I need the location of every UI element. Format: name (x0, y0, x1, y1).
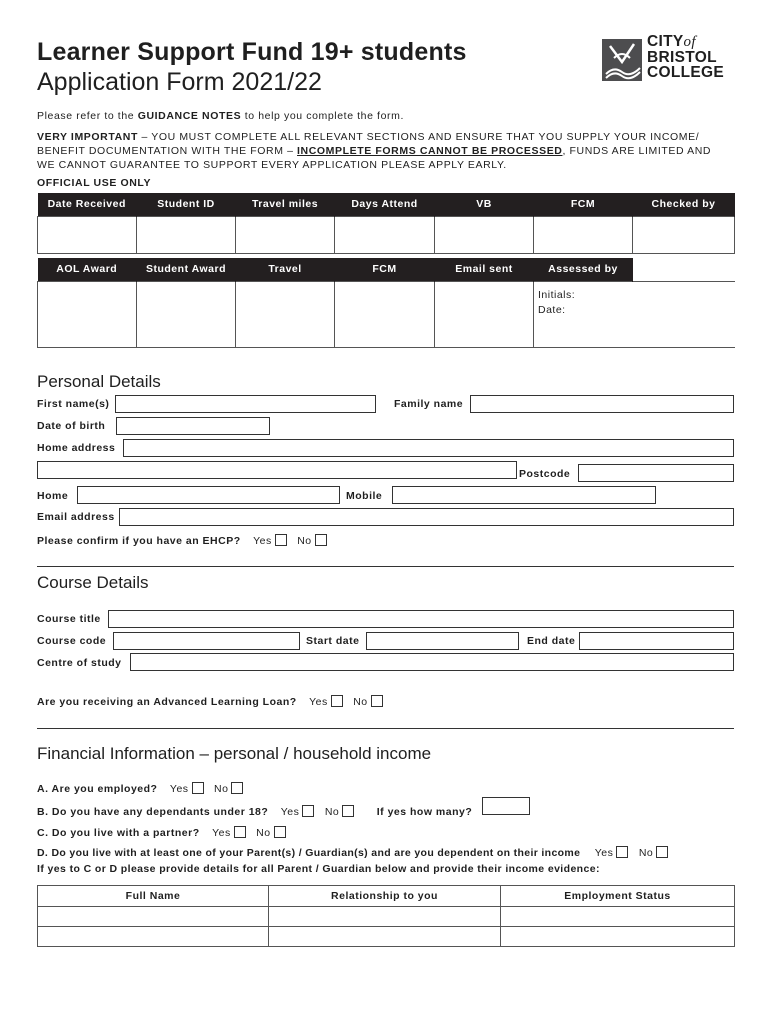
logo-text-of: of (683, 34, 696, 50)
postcode-label: Postcode (519, 468, 571, 480)
header-days-attend: Days Attend (335, 193, 435, 216)
home-address-field-1[interactable] (123, 439, 734, 457)
cell-full-name[interactable] (38, 927, 269, 947)
header-date-received: Date Received (38, 193, 137, 216)
header-travel: Travel (236, 258, 335, 281)
cell-fcm[interactable] (534, 216, 633, 253)
cell-full-name[interactable] (38, 907, 269, 927)
postcode-field[interactable] (578, 464, 734, 482)
dob-label: Date of birth (37, 420, 106, 432)
aloan-no-checkbox[interactable] (371, 695, 383, 707)
divider (37, 566, 734, 567)
centre-label: Centre of study (37, 657, 122, 669)
cell-relationship[interactable] (269, 927, 501, 947)
qa-yes-checkbox[interactable] (192, 782, 204, 794)
family-name-field[interactable] (470, 395, 734, 413)
college-emblem-icon (600, 36, 644, 84)
header-fcm-2: FCM (335, 258, 435, 281)
course-title-label: Course title (37, 613, 101, 625)
cell-employment-status[interactable] (501, 927, 735, 947)
cell-relationship[interactable] (269, 907, 501, 927)
header-full-name: Full Name (38, 886, 269, 907)
course-details-heading: Course Details (37, 573, 149, 592)
email-label: Email address (37, 511, 115, 523)
important-notice: VERY IMPORTANT – YOU MUST COMPLETE ALL RELEVANT SECTIONS AND ENSURE THAT YOU SUPPLY YOUR INCOME/ BENEFIT DOCUMENTATION WITH THE FORM – INCOMPLETE FORMS CANNOT BE PROCESSED, FUNDS ARE LIMITED AND WE CANNOT GUARANTEE TO SUPPORT EVERY APPLICATION PLEASE APPLY EARLY. (37, 131, 712, 171)
dependants-count-field[interactable] (482, 797, 530, 815)
mobile-field[interactable] (392, 486, 656, 504)
divider (37, 728, 734, 729)
qb-yes-checkbox[interactable] (302, 805, 314, 817)
cell-checked-by[interactable] (633, 216, 735, 253)
cell-student-id[interactable] (137, 216, 236, 253)
qc-yes-checkbox[interactable] (234, 826, 246, 838)
college-logo (600, 34, 740, 86)
aloan-yes-checkbox[interactable] (331, 695, 343, 707)
cell-student-award[interactable] (137, 281, 236, 347)
home-phone-field[interactable] (77, 486, 340, 504)
personal-details-heading: Personal Details (37, 372, 161, 391)
first-name-field[interactable] (115, 395, 376, 413)
parent-guardian-table (37, 885, 735, 947)
course-code-label: Course code (37, 635, 107, 647)
qa-no-checkbox[interactable] (231, 782, 243, 794)
header-student-award: Student Award (137, 258, 236, 281)
ehcp-yes-checkbox[interactable] (275, 534, 287, 546)
start-date-label: Start date (306, 635, 360, 647)
logo-text-city: CITY (647, 33, 684, 50)
cell-fcm-2[interactable] (335, 281, 435, 347)
cell-assessed-by[interactable] (534, 281, 735, 347)
question-d: D. Do you live with at least one of your Parent(s) / Guardian(s) and are you dependent on their income Yes No (37, 843, 668, 861)
question-c: C. Do you live with a partner? Yes No (37, 823, 286, 841)
qc-no-checkbox[interactable] (274, 826, 286, 838)
question-b: B. Do you have any dependants under 18? Yes No If yes how many? (37, 806, 473, 818)
cell-days-attend[interactable] (335, 216, 435, 253)
course-code-field[interactable] (113, 632, 300, 650)
header-aol-award: AOL Award (38, 258, 137, 281)
table-row (38, 927, 735, 947)
question-a: A. Are you employed? Yes No (37, 779, 243, 797)
guidance-text: Please refer to the GUIDANCE NOTES to help you complete the form. (37, 110, 404, 122)
cell-date-received[interactable] (38, 216, 137, 253)
parent-guardian-note: If yes to C or D please provide details for all Parent / Guardian below and provide their income evidence: (37, 863, 600, 875)
initials-label: Initials: (538, 288, 576, 301)
header-assessed-by: Assessed by (534, 258, 633, 281)
header-fcm: FCM (534, 193, 633, 216)
course-title-field[interactable] (108, 610, 734, 628)
start-date-field[interactable] (366, 632, 519, 650)
financial-heading: Financial Information – personal / household income (37, 744, 432, 763)
qb-no-checkbox[interactable] (342, 805, 354, 817)
cell-travel-miles[interactable] (236, 216, 335, 253)
header-vb: VB (435, 193, 534, 216)
assessed-date-label: Date: (538, 303, 566, 316)
dob-field[interactable] (116, 417, 270, 435)
centre-field[interactable] (130, 653, 734, 671)
qd-no-checkbox[interactable] (656, 846, 668, 858)
cell-aol-award[interactable] (38, 281, 137, 347)
cell-travel[interactable] (236, 281, 335, 347)
mobile-label: Mobile (346, 490, 383, 502)
qd-yes-checkbox[interactable] (616, 846, 628, 858)
end-date-field[interactable] (579, 632, 734, 650)
official-use-table-1 (37, 193, 735, 254)
cell-email-sent[interactable] (435, 281, 534, 347)
official-use-table-2 (37, 258, 735, 348)
logo-text-bristol: BRISTOL (647, 49, 717, 66)
header-relationship: Relationship to you (269, 886, 501, 907)
home-address-field-2[interactable] (37, 461, 517, 479)
ehcp-question: Please confirm if you have an EHCP? Yes No (37, 531, 327, 549)
family-name-label: Family name (394, 398, 464, 410)
cell-vb[interactable] (435, 216, 534, 253)
header-employment-status: Employment Status (501, 886, 735, 907)
header-travel-miles: Travel miles (236, 193, 335, 216)
ehcp-no-checkbox[interactable] (315, 534, 327, 546)
logo-text-college: COLLEGE (647, 64, 725, 81)
header-student-id: Student ID (137, 193, 236, 216)
aloan-question: Are you receiving an Advanced Learning Loan? Yes No (37, 692, 383, 710)
first-name-label: First name(s) (37, 398, 110, 410)
email-field[interactable] (119, 508, 734, 526)
form-title: Learner Support Fund 19+ students (37, 38, 467, 66)
home-address-label: Home address (37, 442, 116, 454)
end-date-label: End date (527, 635, 576, 647)
header-checked-by: Checked by (633, 193, 735, 216)
cell-employment-status[interactable] (501, 907, 735, 927)
header-email-sent: Email sent (435, 258, 534, 281)
official-use-heading: OFFICIAL USE ONLY (37, 177, 152, 189)
home-phone-label: Home (37, 490, 69, 502)
form-subtitle: Application Form 2021/22 (37, 68, 322, 96)
table-row (38, 907, 735, 927)
